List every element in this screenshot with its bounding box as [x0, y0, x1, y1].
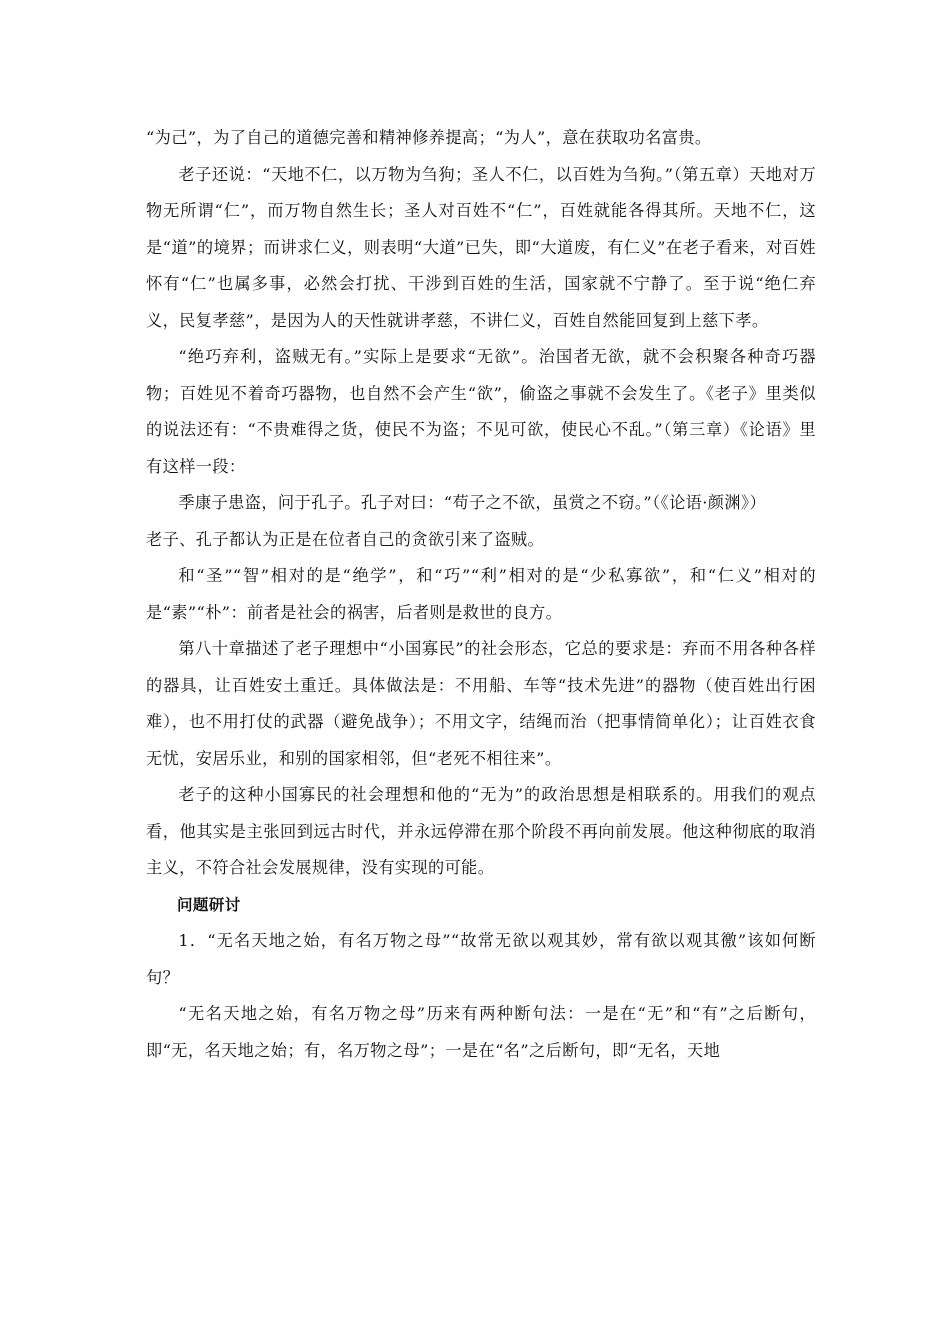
paragraph-chapter-80: 第八十章描述了老子理想中“小国寡民”的社会形态，它总的要求是：弃而不用各种各样的器具，让百姓安土重迁。具体做法是：不用船、车等“技术先进”的器物（使百姓出行困难），也不用打仗的武器（避免战争）；不用文字，结绳而治（把事情简单化）；让百姓衣食无忧，安居乐业，和别的国家相邻，但“老死不相往来”。 — [146, 639, 816, 768]
paragraph-lunyu-quote: 季康子患盗，问于孔子。孔子对曰：“苟子之不欲，虽赏之不窃。”（《论语·颜渊》） — [178, 493, 767, 512]
section-heading: 问题研讨 — [177, 895, 241, 914]
document-body — [146, 120, 816, 1069]
paragraph-tian-di-bu-ren: 老子还说：“天地不仁，以万物为刍狗；圣人不仁，以百姓为刍狗。”（第五章）天地对万物无所谓“仁”，而万物自然生长；圣人对百姓不“仁”，百姓就能各得其所。天地不仁，这是“道”的境界；而讲求仁义，则表明“大道”已失，即“大道废，有仁义”在老子看来，对百姓怀有“仁”也属多事，必然会打扰、干涉到百姓的生活，国家就不宁静了。至于说“绝仁弃义，民复孝慈”，是因为人的天性就讲孝慈，不讲仁义，百姓自然能回复到上慈下孝。 — [146, 164, 816, 330]
answer-1: “无名天地之始，有名万物之母”历来有两种断句法：一是在“无”和“有”之后断句，即“无，名天地之始；有，名万物之母”；一是在“名”之后断句，即“无名，天地 — [146, 1004, 816, 1060]
paragraph-sheng-zhi: 和“圣”“智”相对的是“绝学”，和“巧”“利”相对的是“少私寡欲”，和“仁义”相对的是“素”“朴”：前者是社会的祸害，后者则是救世的良方。 — [146, 566, 816, 622]
paragraph-xiao-guo-gua-min: 老子的这种小国寡民的社会理想和他的“无为”的政治思想是相联系的。用我们的观点看，他其实是主张回到远古时代，并永远停滞在那个阶段不再向前发展。他这种彻底的取消主义，不符合社会发展规律，没有实现的可能。 — [146, 785, 816, 877]
question-1: 1．“无名天地之始，有名万物之母”“故常无欲以观其妙，常有欲以观其徼”该如何断句？ — [146, 931, 816, 987]
paragraph-jue-qiao-qi-li: “绝巧弃利，盗贼无有。”实际上是要求“无欲”。治国者无欲，就不会积聚各种奇巧器物；百姓见不着奇巧器物，也自然不会产生“欲”，偷盗之事就不会发生了。《老子》里类似的说法还有：“不贵难得之货，使民不为盗；不见可欲，使民心不乱。”（第三章）《论语》里有这样一段： — [146, 347, 816, 476]
paragraph-wei-ji: “为己”，为了自己的道德完善和精神修养提高；“为人”，意在获取功名富贵。 — [146, 128, 712, 147]
paragraph-laozi-kongzi: 老子、孔子都认为正是在位者自己的贪欲引来了盗贼。 — [146, 529, 545, 549]
